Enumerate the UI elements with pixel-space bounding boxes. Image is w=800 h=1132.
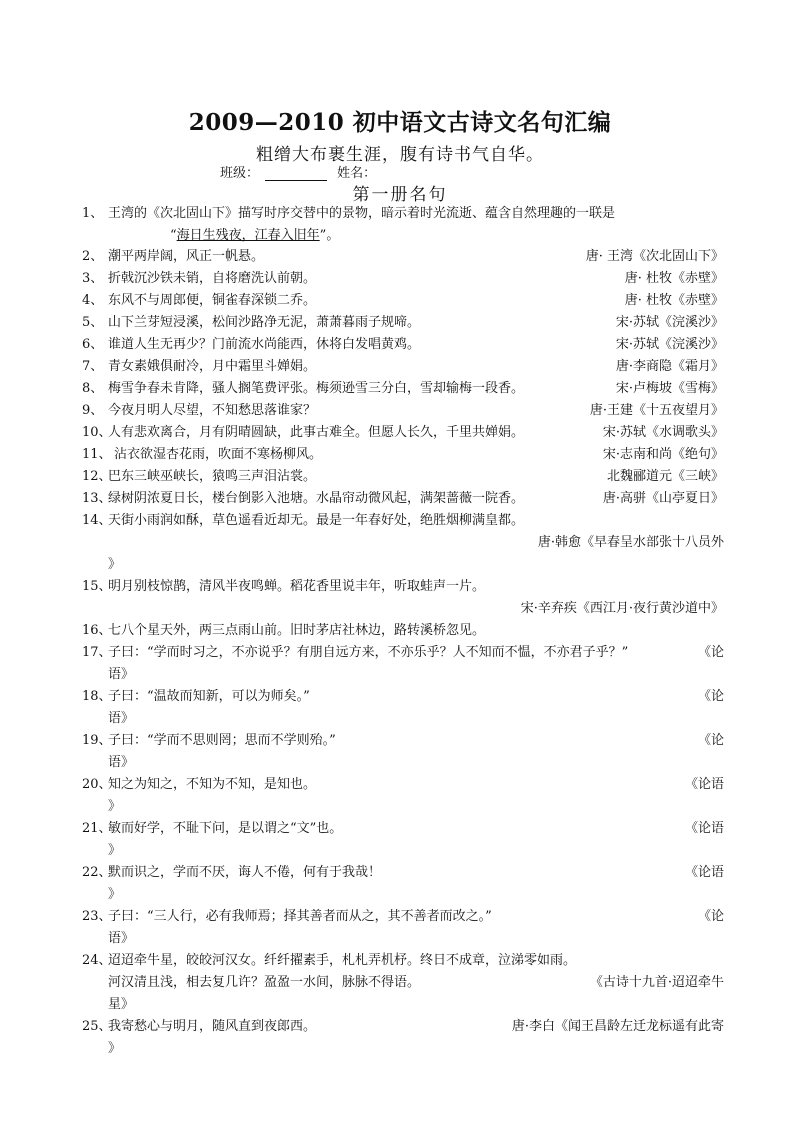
item-number: 7、 <box>82 359 104 374</box>
item-source: 唐·李商隐《霜月》 <box>615 359 724 374</box>
item-text: 明月别枝惊鹊，清风半夜鸣蝉。稻花香里说丰年，听取蛙声一片。 <box>108 579 486 594</box>
item-number: 14、 <box>82 513 112 528</box>
item-text: 我寄愁心与明月，随风直到夜郎西。 <box>108 1019 317 1034</box>
item-text: 谁道人生无再少？门前流水尚能西，休将白发唱黄鸡。 <box>108 337 421 352</box>
item-text: 迢迢牵牛星，皎皎河汉女。纤纤擢素手，札札弄机杼。终日不成章，泣涕零如雨。 <box>108 953 577 968</box>
item-text: 今夜月明人尽望，不知愁思落谁家？ <box>108 403 317 418</box>
item-number: 4、 <box>82 293 104 308</box>
list-item <box>82 862 724 906</box>
item-text: 天街小雨润如酥，草色遥看近却无。最是一年春好处，绝胜烟柳满皇都。 <box>108 513 525 528</box>
page-subtitle: 粗缯大布裹生涯，腹有诗书气自华。 <box>256 145 544 165</box>
item-source: 北魏郦道元《三峡》 <box>606 469 724 484</box>
item-number: 16、 <box>82 623 112 638</box>
list-item <box>82 203 724 247</box>
item-text: 潮平两岸阔，风正一帆悬。 <box>108 249 265 264</box>
item-text: 巴东三峡巫峡长，猿鸣三声泪沾裳。 <box>108 469 317 484</box>
item-source: 《论语 <box>684 821 724 836</box>
item-source: 宋·苏轼《浣溪沙》 <box>615 337 724 352</box>
item-source: 《论 <box>697 689 724 704</box>
item-text: 折戟沉沙铁未销，自将磨洗认前朝。 <box>108 271 317 286</box>
page-title: 2009—2010 初中语文古诗文名句汇编 <box>188 109 612 136</box>
item-text: 敏而好学，不耻下问，是以谓之“文”也。 <box>108 821 343 836</box>
item-number: 3、 <box>82 271 104 286</box>
item-number: 15、 <box>82 579 112 594</box>
item-number: 13、 <box>82 491 112 506</box>
item-source: 宋·苏轼《水调歌头》 <box>602 425 724 440</box>
item-source: 宋·志南和尚《绝句》 <box>602 447 724 462</box>
item-source-wrap: 》 <box>108 887 122 902</box>
item-text-fragment: ”。 <box>319 228 340 243</box>
item-source: 《古诗十九首·迢迢牵牛 <box>589 975 724 990</box>
item-source: 唐· 杜牧《赤壁》 <box>624 271 724 286</box>
item-text: 子曰：“学而时习之，不亦说乎？有朋自远方来，不亦乐乎？人不知而不愠，不亦君子乎？” <box>108 645 629 660</box>
item-source-wrap: 》 <box>108 1041 122 1056</box>
item-number: 25、 <box>82 1019 112 1034</box>
item-number: 24、 <box>82 953 112 968</box>
item-number: 1、 <box>82 206 104 221</box>
underlined-answer: 海日生残夜，江春入旧年 <box>176 228 320 243</box>
item-source: 《论 <box>697 733 724 748</box>
list-item <box>82 818 724 862</box>
item-number: 17、 <box>82 645 112 660</box>
item-text: 默而识之，学而不厌，诲人不倦，何有于我哉！ <box>108 865 382 880</box>
item-number: 10、 <box>82 425 112 440</box>
item-number: 23、 <box>82 909 112 924</box>
item-source-wrap: 星》 <box>108 997 135 1012</box>
list-item <box>82 730 724 774</box>
item-source: 宋·辛弃疾《西江月·夜行黄沙道中》 <box>520 601 724 616</box>
name-label: 姓名： <box>337 166 377 181</box>
item-source-wrap: 语》 <box>108 931 135 946</box>
item-number: 20、 <box>82 777 112 792</box>
item-number: 18、 <box>82 689 112 704</box>
item-source: 唐·李白《闻王昌龄左迁龙标遥有此寄 <box>511 1019 724 1034</box>
list-item <box>82 576 724 620</box>
item-number: 6、 <box>82 337 104 352</box>
item-text-line2: 河汉清且浅，相去复几许？盈盈一水间，脉脉不得语。 <box>108 975 421 990</box>
item-source-wrap: 》 <box>108 799 122 814</box>
item-number: 21、 <box>82 821 112 836</box>
item-source-wrap: 》 <box>108 557 122 572</box>
item-source: 唐· 王湾《次北固山下》 <box>585 249 724 264</box>
item-source: 《论语 <box>684 865 724 880</box>
item-number: 22、 <box>82 865 112 880</box>
list-item <box>82 950 724 1016</box>
item-source-wrap: 》 <box>108 843 122 858</box>
item-source-wrap: 语》 <box>108 667 135 682</box>
item-source-wrap: 语》 <box>108 711 135 726</box>
item-source: 《论 <box>697 909 724 924</box>
list-item <box>82 774 724 818</box>
item-source: 唐·韩愈《早春呈水部张十八员外 <box>537 535 724 550</box>
list-item <box>82 510 724 576</box>
item-text: 人有悲欢离合，月有阴晴圆缺，此事古难全。但愿人长久，千里共婵娟。 <box>108 425 525 440</box>
class-label: 班级： <box>220 166 260 181</box>
item-text: 子曰：“学而不思则罔；思而不学则殆。” <box>108 733 336 748</box>
item-number: 5、 <box>82 315 104 330</box>
item-source: 《论 <box>697 645 724 660</box>
item-number: 9、 <box>82 403 104 418</box>
item-text-fragment: “ <box>170 228 177 243</box>
list-item <box>82 686 724 730</box>
item-text: 七八个星天外，两三点雨山前。旧时茅店社林边，路转溪桥忽见。 <box>108 623 486 638</box>
item-text: 王湾的《次北固山下》描写时序交替中的景物，暗示着时光流逝、蕴含自然理趣的一联是 <box>108 206 616 221</box>
item-text: 知之为知之，不知为不知，是知也。 <box>108 777 317 792</box>
class-blank <box>265 167 327 181</box>
item-text: 山下兰芽短浸溪，松间沙路净无泥，萧萧暮雨子规啼。 <box>108 315 421 330</box>
item-number: 2、 <box>82 249 104 264</box>
item-source: 唐·王建《十五夜望月》 <box>589 403 724 418</box>
item-number: 19、 <box>82 733 112 748</box>
item-text: 梅雪争春未肯降，骚人搁笔费评张。梅须逊雪三分白，雪却输梅一段香。 <box>108 381 525 396</box>
item-source: 唐·高骈《山亭夏日》 <box>602 491 724 506</box>
item-source: 宋·卢梅坡《雪梅》 <box>615 381 724 396</box>
section-title: 第一册名句 <box>352 185 448 205</box>
item-text: 子曰：“三人行，必有我师焉；择其善者而从之，其不善者而改之。” <box>108 909 492 924</box>
item-source: 《论语 <box>684 777 724 792</box>
list-item <box>82 642 724 686</box>
item-text: 绿树阴浓夏日长，楼台倒影入池塘。水晶帘动微风起，满架蔷薇一院香。 <box>108 491 525 506</box>
item-text: 沾衣欲湿杏花雨，吹面不寒杨柳风。 <box>114 447 323 462</box>
item-number: 12、 <box>82 469 112 484</box>
class-name-line <box>220 162 376 181</box>
item-text: 子曰：“温故而知新，可以为师矣。” <box>108 689 310 704</box>
list-item <box>82 1016 724 1060</box>
item-text: 东风不与周郎便，铜雀春深锁二乔。 <box>108 293 317 308</box>
item-text: 青女素娥俱耐冷，月中霜里斗婵娟。 <box>108 359 317 374</box>
item-number: 11、 <box>82 447 112 462</box>
list-item <box>82 906 724 950</box>
item-source: 宋·苏轼《浣溪沙》 <box>615 315 724 330</box>
item-answer-line <box>170 225 339 247</box>
item-source: 唐· 杜牧《赤壁》 <box>624 293 724 308</box>
item-source-wrap: 语》 <box>108 755 135 770</box>
item-number: 8、 <box>82 381 104 396</box>
